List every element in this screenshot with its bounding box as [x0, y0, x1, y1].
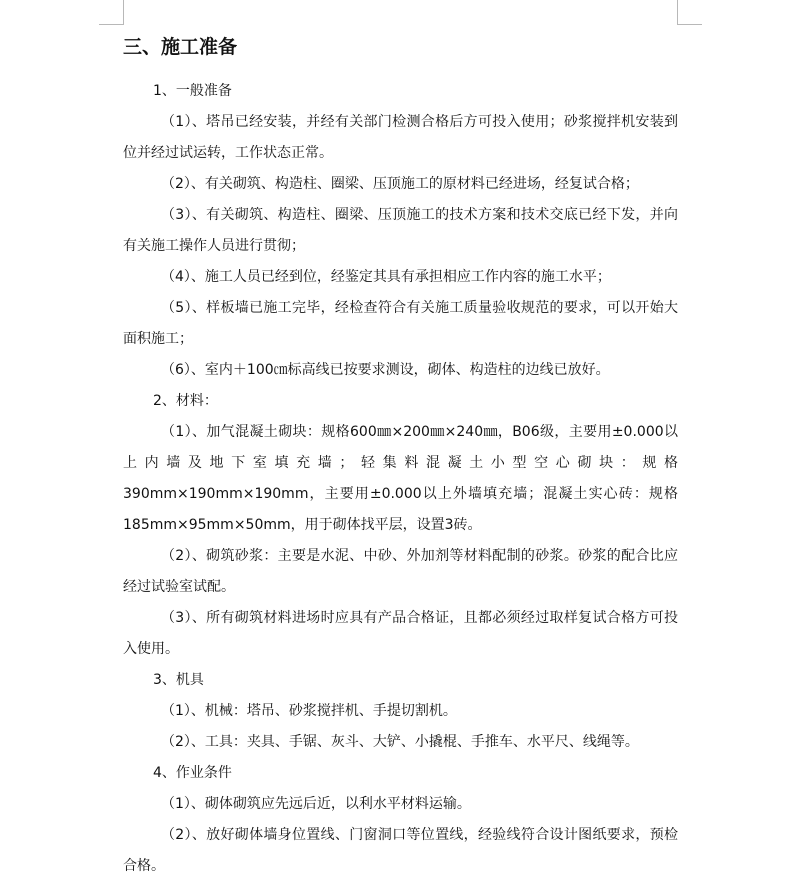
section-heading: 三、施工准备 [123, 36, 238, 58]
subsection-heading-conditions: 4、作业条件 [153, 765, 232, 781]
paragraph: （3）、有关砌筑、构造柱、圈梁、压顶施工的技术方案和技术交底已经下发，并向有关施工操作人员进行贯彻； [123, 207, 678, 254]
paragraph: （2）、有关砌筑、构造柱、圈梁、压顶施工的原材料已经进场，经复试合格； [161, 176, 639, 192]
paragraph: （3）、所有砌筑材料进场时应具有产品合格证，且都必须经过取样复试合格方可投入使用。 [123, 610, 678, 657]
subsection-heading-materials: 2、材料： [153, 393, 218, 409]
paragraph: （5）、样板墙已施工完毕，经检查符合有关施工质量验收规范的要求，可以开始大面积施工； [123, 300, 678, 347]
document-body [123, 30, 678, 882]
paragraph: （2）、砌筑砂浆：主要是水泥、中砂、外加剂等材料配制的砂浆。砂浆的配合比应经过试验室试配。 [123, 548, 678, 595]
paragraph: （6）、室内＋100㎝标高线已按要求测设，砌体、构造柱的边线已放好。 [161, 362, 610, 378]
paragraph: （1）、加气混凝土砌块：规格600㎜×200㎜×240㎜，B06级，主要用±0.000以上内墙及地下室填充墙；轻集料混凝土小型空心砌块：规格390mm×190mm×190mm，主要用±0.000以上外墙填充墙；混凝土实心砖：规格185mm×95mm×50mm，用于砌体找平层，设置3砖。 [123, 424, 678, 533]
subsection-heading-general: 1、一般准备 [153, 83, 232, 99]
margin-corner-mark-left [99, 0, 124, 25]
paragraph: （1）、塔吊已经安装，并经有关部门检测合格后方可投入使用；砂浆搅拌机安装到位并经过试运转，工作状态正常。 [123, 114, 678, 161]
subsection-heading-tools: 3、机具 [153, 672, 204, 688]
paragraph: （1）、机械：塔吊、砂浆搅拌机、手提切割机。 [161, 703, 457, 719]
paragraph: （2）、放好砌体墙身位置线、门窗洞口等位置线，经验线符合设计图纸要求，预检合格。 [123, 827, 678, 874]
paragraph: （2）、工具：夹具、手锯、灰斗、大铲、小撬棍、手推车、水平尺、线绳等。 [161, 734, 639, 750]
margin-corner-mark-right [677, 0, 702, 25]
paragraph: （4）、施工人员已经到位，经鉴定其具有承担相应工作内容的施工水平； [161, 269, 611, 285]
paragraph: （1）、砌体砌筑应先远后近，以利水平材料运输。 [161, 796, 471, 812]
